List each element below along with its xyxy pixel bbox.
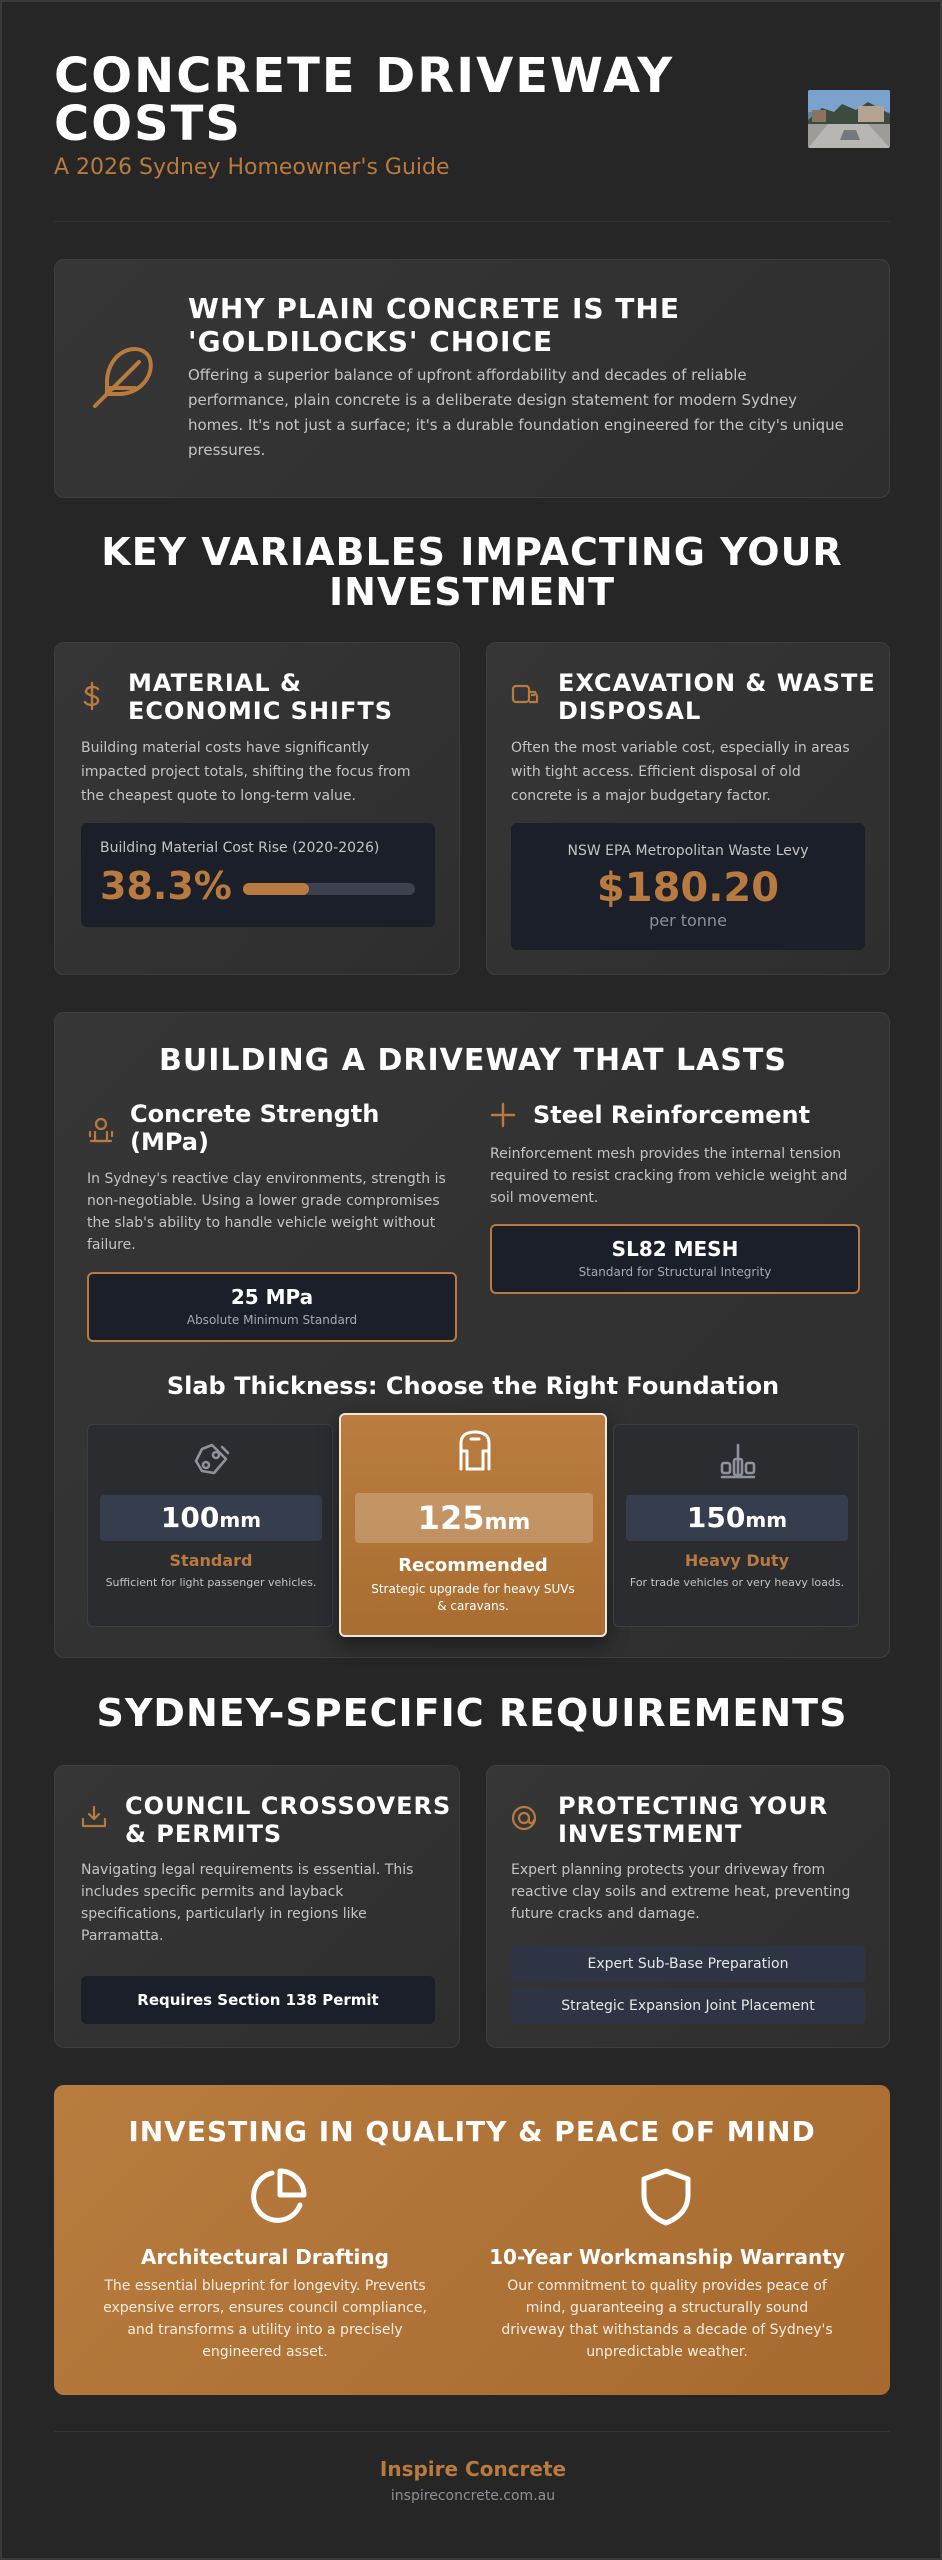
excavation-stat-box bbox=[511, 823, 865, 950]
excavation-stat-value: $180.20 bbox=[596, 865, 780, 911]
intro-body: Offering a superior balance of upfront affordability and decades of reliable performance, plain concrete is a deliberate design statement for modern Sydney homes. It's not just a surface; it's a durable foundation engineered for the city's unique pressures. bbox=[188, 366, 844, 459]
warranty-body: Our commitment to quality provides peace of mind, guaranteeing a structurally sound driveway that withstands a decade of Sydney's unpredictable weather. bbox=[501, 2278, 833, 2360]
thickness-option-heavy-duty[interactable] bbox=[613, 1424, 859, 1627]
suv-icon bbox=[453, 1429, 497, 1475]
footer-url[interactable]: inspireconcrete.com.au bbox=[390, 2488, 556, 2504]
thickness-name: Recommended bbox=[398, 1555, 548, 1576]
warranty-title: 10-Year Workmanship Warranty bbox=[489, 2245, 845, 2269]
protect-body: Expert planning protects your driveway from reactive clay soils and extreme heat, preventing future cracks and damage. bbox=[511, 1862, 851, 1922]
council-title-line1: COUNCIL CROSSOVERS bbox=[125, 1792, 452, 1820]
material-progress-fill bbox=[243, 883, 309, 895]
page-title-line2: COSTS bbox=[54, 96, 242, 152]
page-title bbox=[54, 48, 675, 152]
variables-heading-line2: INVESTMENT bbox=[328, 570, 616, 614]
intro-title-line1: WHY PLAIN CONCRETE IS THE bbox=[188, 292, 680, 325]
thickness-name: Heavy Duty bbox=[684, 1551, 790, 1570]
footer-brand: Inspire Concrete bbox=[379, 2457, 567, 2481]
excavation-body: Often the most variable cost, especially in areas with tight access. Efficient disposal of old concrete is a major budgetary factor. bbox=[511, 740, 850, 804]
thickness-value-box bbox=[355, 1493, 593, 1543]
excavation-title-line2: DISPOSAL bbox=[558, 697, 702, 725]
page-subtitle: A 2026 Sydney Homeowner's Guide bbox=[54, 155, 450, 180]
intro-card bbox=[54, 259, 890, 498]
thickness-value-box bbox=[626, 1495, 848, 1541]
excavation-stat-unit: per tonne bbox=[649, 911, 727, 930]
shield-icon bbox=[640, 2167, 692, 2227]
thickness-name: Standard bbox=[169, 1551, 253, 1570]
council-badge-text: Requires Section 138 Permit bbox=[137, 1991, 379, 2009]
steel-badge bbox=[490, 1224, 860, 1294]
material-progress-track bbox=[243, 883, 415, 895]
feather-icon bbox=[89, 340, 161, 412]
excavation-stat-label: NSW EPA Metropolitan Waste Levy bbox=[567, 843, 809, 859]
thickness-desc: For trade vehicles or very heavy loads. bbox=[629, 1576, 845, 1589]
steel-badge-value: SL82 MESH bbox=[611, 1237, 739, 1261]
drafting-title: Architectural Drafting bbox=[141, 2245, 389, 2269]
strength-title bbox=[130, 1100, 379, 1156]
at-sign-icon bbox=[511, 1805, 537, 1831]
variables-heading-line1: KEY VARIABLES IMPACTING YOUR bbox=[101, 530, 843, 574]
weight-icon bbox=[87, 1116, 115, 1144]
driveway-photo bbox=[808, 90, 890, 148]
material-stat-box bbox=[81, 823, 435, 927]
thickness-unit: mm bbox=[484, 1510, 531, 1535]
protect-title-line2: INVESTMENT bbox=[558, 1820, 743, 1848]
excavation-card bbox=[486, 642, 890, 975]
protect-item-text: Expert Sub-Base Preparation bbox=[587, 1956, 789, 1972]
protect-title-line1: PROTECTING YOUR bbox=[558, 1792, 829, 1820]
sydney-heading: SYDNEY-SPECIFIC REQUIREMENTS bbox=[96, 1691, 848, 1735]
council-card bbox=[54, 1765, 460, 2048]
header-divider bbox=[54, 221, 890, 222]
page-title-line1: CONCRETE DRIVEWAY bbox=[54, 48, 675, 104]
protect-item-text: Strategic Expansion Joint Placement bbox=[561, 1998, 815, 2014]
strength-badge-label: Absolute Minimum Standard bbox=[186, 1313, 358, 1327]
material-body: Building material costs have significantly impacted project totals, shifting the focus from the cheapest quote to long-term value. bbox=[81, 740, 411, 804]
thickness-desc: Strategic upgrade for heavy SUVs & caravans. bbox=[371, 1582, 575, 1613]
truck-icon bbox=[718, 1441, 758, 1481]
car-icon bbox=[192, 1441, 232, 1481]
thickness-option-recommended[interactable] bbox=[339, 1413, 607, 1637]
intro-title bbox=[188, 292, 680, 358]
material-title-line2: ECONOMIC SHIFTS bbox=[128, 697, 394, 725]
thickness-unit: mm bbox=[219, 1508, 262, 1532]
strength-title-line2: (MPa) bbox=[130, 1128, 209, 1156]
quality-heading: INVESTING IN QUALITY & PEACE OF MIND bbox=[128, 2115, 816, 2148]
material-stat-label: Building Material Cost Rise (2020-2026) bbox=[100, 840, 380, 856]
thickness-unit: mm bbox=[745, 1508, 788, 1532]
footer-divider bbox=[54, 2431, 890, 2432]
thickness-value-box bbox=[100, 1495, 322, 1541]
thickness-value: 150 bbox=[686, 1501, 746, 1534]
council-title-line2: & PERMITS bbox=[125, 1820, 283, 1848]
drafting-body: The essential blueprint for longevity. Prevents expensive errors, ensures council compliance, and transforms a utility into a precisely engineered asset. bbox=[103, 2278, 427, 2360]
variables-heading bbox=[54, 532, 890, 612]
thickness-value: 100 bbox=[160, 1501, 220, 1534]
dollar-icon bbox=[81, 681, 103, 711]
pie-chart-icon bbox=[248, 2167, 308, 2227]
council-title bbox=[125, 1792, 451, 1848]
strength-badge bbox=[87, 1272, 457, 1342]
download-tray-icon bbox=[81, 1805, 107, 1829]
council-body: Navigating legal requirements is essential. This includes specific permits and layback specifications, particularly in regions like Parramatta. bbox=[81, 1862, 414, 1944]
steel-badge-label: Standard for Structural Integrity bbox=[578, 1265, 772, 1279]
thickness-heading: Slab Thickness: Choose the Right Foundation bbox=[166, 1372, 780, 1400]
excavation-title bbox=[558, 669, 876, 725]
protect-title bbox=[558, 1792, 828, 1848]
dump-truck-icon bbox=[511, 683, 539, 707]
steel-body: Reinforcement mesh provides the internal tension required to resist cracking from vehicle weight and soil movement. bbox=[490, 1146, 848, 1206]
protect-item bbox=[511, 1946, 865, 1982]
protect-item bbox=[511, 1988, 865, 2024]
material-title bbox=[128, 669, 393, 725]
protect-card bbox=[486, 1765, 890, 2048]
material-card bbox=[54, 642, 460, 975]
quality-panel bbox=[54, 2085, 890, 2395]
thickness-value: 125 bbox=[417, 1499, 485, 1537]
material-stat-value: 38.3% bbox=[100, 864, 232, 908]
lasting-card bbox=[54, 1012, 890, 1658]
strength-title-line1: Concrete Strength bbox=[130, 1100, 380, 1128]
council-badge bbox=[81, 1976, 435, 2024]
strength-body: In Sydney's reactive clay environments, strength is non-negotiable. Using a lower grade compromises the slab's ability to handle vehicle weight without failure. bbox=[87, 1171, 446, 1253]
lasting-heading: BUILDING A DRIVEWAY THAT LASTS bbox=[159, 1043, 787, 1078]
thickness-desc: Sufficient for light passenger vehicles. bbox=[105, 1576, 317, 1589]
plus-icon bbox=[490, 1102, 516, 1128]
thickness-option-standard[interactable] bbox=[87, 1424, 333, 1627]
intro-title-line2: 'GOLDILOCKS' CHOICE bbox=[188, 325, 554, 358]
excavation-title-line1: EXCAVATION & WASTE bbox=[558, 669, 876, 697]
strength-badge-value: 25 MPa bbox=[230, 1285, 314, 1309]
material-title-line1: MATERIAL & bbox=[128, 669, 302, 697]
steel-title: Steel Reinforcement bbox=[533, 1101, 811, 1129]
